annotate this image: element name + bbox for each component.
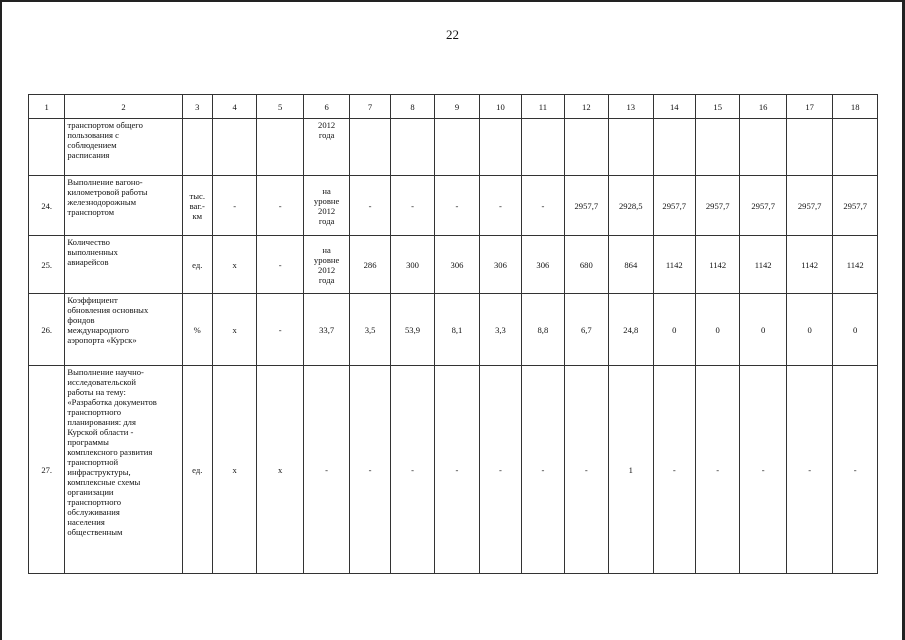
base-value-cell-line: года	[318, 215, 335, 226]
indicator-name-cell-line: расписания	[67, 150, 110, 160]
column-header-5: 5	[257, 95, 303, 119]
value-cell: 300	[390, 236, 434, 294]
unit-cell	[182, 236, 212, 294]
column-header-7: 7	[350, 95, 390, 119]
value-cell	[740, 119, 786, 176]
column-header-13: 13	[609, 95, 653, 119]
column-header-3: 3	[182, 95, 212, 119]
base-value-cell-line: -	[325, 464, 329, 475]
value-cell: -	[390, 366, 434, 574]
indicator-name-cell-line: транспортного	[67, 407, 122, 417]
indicator-name-cell-line: транспортной	[67, 457, 119, 467]
indicator-name-cell-line: соблюдением	[67, 140, 117, 150]
value-cell: -	[350, 176, 390, 236]
unit-cell	[182, 176, 212, 236]
base-value-cell	[303, 366, 349, 574]
value-cell: 2957,7	[833, 176, 878, 236]
value-cell: 1142	[653, 236, 695, 294]
unit-cell-line: тыс.	[189, 190, 206, 201]
column-header-15: 15	[695, 95, 739, 119]
row-number-cell: 26.	[29, 294, 65, 366]
value-cell: -	[479, 176, 521, 236]
value-cell: 0	[653, 294, 695, 366]
value-cell: 1142	[786, 236, 832, 294]
indicator-name-cell-line: планирования: для	[67, 417, 136, 427]
value-cell: 2928,5	[609, 176, 653, 236]
indicator-name-cell-line: аэропорта «Курск»	[67, 335, 137, 345]
value-cell: -	[522, 176, 564, 236]
value-cell: 3,3	[479, 294, 521, 366]
unit-cell-line: ед.	[192, 259, 203, 270]
column-header-2: 2	[65, 95, 182, 119]
value-cell: -	[479, 366, 521, 574]
page-border-left	[0, 0, 2, 640]
value-cell: -	[833, 366, 878, 574]
indicator-name-cell-line: Выполнение научно-	[67, 367, 144, 377]
value-cell: 2957,7	[786, 176, 832, 236]
indicator-name-cell-line: инфраструктуры,	[67, 467, 131, 477]
value-cell: 306	[522, 236, 564, 294]
value-cell: 1	[609, 366, 653, 574]
col5-cell: -	[257, 294, 303, 366]
value-cell	[833, 119, 878, 176]
column-header-16: 16	[740, 95, 786, 119]
base-value-cell-line: 2012	[318, 264, 336, 275]
base-value-cell-line: 2012	[318, 120, 336, 130]
col5-cell: -	[257, 176, 303, 236]
table-row	[29, 366, 878, 574]
indicators-table	[28, 94, 878, 574]
value-cell: 24,8	[609, 294, 653, 366]
indicator-name-cell-line: международного	[67, 325, 129, 335]
column-header-12: 12	[564, 95, 608, 119]
value-cell	[564, 119, 608, 176]
indicator-name-cell-line: километровой работы	[67, 187, 148, 197]
base-value-cell-line: на	[322, 244, 331, 255]
value-cell: -	[522, 366, 564, 574]
value-cell: 0	[786, 294, 832, 366]
indicator-name-cell-line: фондов	[67, 315, 95, 325]
table-body	[29, 95, 878, 574]
base-value-cell-line: 33,7	[319, 324, 335, 335]
value-cell: 3,5	[350, 294, 390, 366]
table-row-continuation	[29, 119, 878, 176]
indicator-name-cell-line: комплексного развития	[67, 447, 153, 457]
base-value-cell	[303, 176, 349, 236]
value-cell: 1142	[695, 236, 739, 294]
base-value-cell-line: года	[318, 274, 335, 285]
value-cell	[479, 119, 521, 176]
row-number-cell: 25.	[29, 236, 65, 294]
base-value-cell-line: уровне	[313, 195, 340, 206]
value-cell: 1142	[833, 236, 878, 294]
value-cell: 286	[350, 236, 390, 294]
col5-cell: х	[257, 366, 303, 574]
col5-cell: -	[257, 236, 303, 294]
value-cell: 0	[740, 294, 786, 366]
base-value-cell	[303, 294, 349, 366]
indicator-name-cell-line: организации	[67, 487, 114, 497]
value-cell: 8,1	[435, 294, 479, 366]
column-header-9: 9	[435, 95, 479, 119]
value-cell: 864	[609, 236, 653, 294]
indicator-name-cell-line: общественным	[67, 527, 123, 537]
value-cell: 306	[435, 236, 479, 294]
indicator-name-cell-line: обновления основных	[67, 305, 149, 315]
indicator-name-cell-line: транспортом общего	[67, 120, 143, 130]
indicator-name-cell	[65, 119, 182, 176]
indicator-name-cell-line: Выполнение вагоно-	[67, 177, 143, 187]
indicator-name-cell-line: транспортом	[67, 207, 115, 217]
table-row	[29, 176, 878, 236]
base-value-cell-line: уровне	[313, 254, 340, 265]
page-number: 22	[446, 27, 459, 42]
column-header-4: 4	[212, 95, 256, 119]
indicator-name-cell-line: выполненных	[67, 247, 118, 257]
value-cell	[390, 119, 434, 176]
indicator-name-cell-line: авиарейсов	[67, 257, 109, 267]
col4-cell	[212, 119, 256, 176]
value-cell: 2957,7	[695, 176, 739, 236]
value-cell	[695, 119, 739, 176]
unit-cell	[182, 366, 212, 574]
unit-cell	[182, 119, 212, 176]
value-cell: -	[740, 366, 786, 574]
column-header-18: 18	[833, 95, 878, 119]
value-cell: 6,7	[564, 294, 608, 366]
value-cell: -	[350, 366, 390, 574]
indicator-name-cell	[65, 294, 182, 366]
row-number-cell: 24.	[29, 176, 65, 236]
base-value-cell	[303, 119, 349, 176]
col4-cell: х	[212, 236, 256, 294]
table-row	[29, 236, 878, 294]
col4-cell: -	[212, 176, 256, 236]
indicator-name-cell-line: населения	[67, 517, 105, 527]
table-header-row	[29, 95, 878, 119]
column-header-6: 6	[303, 95, 349, 119]
value-cell	[522, 119, 564, 176]
column-header-14: 14	[653, 95, 695, 119]
value-cell: 1142	[740, 236, 786, 294]
column-header-8: 8	[390, 95, 434, 119]
unit-cell	[182, 294, 212, 366]
unit-cell-line: %	[193, 324, 201, 335]
col4-cell: х	[212, 366, 256, 574]
value-cell: 2957,7	[564, 176, 608, 236]
indicator-name-cell-line: Количество	[67, 237, 110, 247]
value-cell: -	[786, 366, 832, 574]
indicator-name-cell-line: работы на тему:	[67, 387, 126, 397]
value-cell: 53,9	[390, 294, 434, 366]
indicator-name-cell	[65, 236, 182, 294]
value-cell: -	[653, 366, 695, 574]
indicator-name-cell-line: комплексные схемы	[67, 477, 141, 487]
indicator-name-cell	[65, 176, 182, 236]
value-cell: 680	[564, 236, 608, 294]
value-cell	[435, 119, 479, 176]
value-cell: -	[695, 366, 739, 574]
page-border-top	[0, 0, 905, 2]
value-cell: 306	[479, 236, 521, 294]
value-cell: -	[564, 366, 608, 574]
value-cell	[609, 119, 653, 176]
column-header-1: 1	[29, 95, 65, 119]
indicator-name-cell-line: обслуживания	[67, 507, 120, 517]
row-number-cell: 27.	[29, 366, 65, 574]
indicator-name-cell	[65, 366, 182, 574]
table-row	[29, 294, 878, 366]
column-header-17: 17	[786, 95, 832, 119]
value-cell	[786, 119, 832, 176]
col4-cell: х	[212, 294, 256, 366]
indicator-name-cell-line: железнодорожным	[67, 197, 137, 207]
value-cell: 0	[833, 294, 878, 366]
indicator-name-cell-line: программы	[67, 437, 109, 447]
value-cell	[350, 119, 390, 176]
base-value-cell-line: года	[318, 130, 335, 140]
unit-cell-line: ваг.-	[189, 200, 205, 211]
indicator-name-cell-line: Курской области -	[67, 427, 134, 437]
unit-cell-line: км	[192, 210, 203, 221]
value-cell: 2957,7	[740, 176, 786, 236]
indicator-name-cell-line: транспортного	[67, 497, 122, 507]
value-cell: 2957,7	[653, 176, 695, 236]
column-header-10: 10	[479, 95, 521, 119]
row-number-cell	[29, 119, 65, 176]
value-cell: 0	[695, 294, 739, 366]
value-cell	[653, 119, 695, 176]
indicator-name-cell-line: «Разработка документов	[67, 397, 157, 407]
col5-cell	[257, 119, 303, 176]
base-value-cell-line: 2012	[318, 205, 336, 216]
unit-cell-line: ед.	[192, 464, 203, 475]
value-cell: -	[390, 176, 434, 236]
column-header-11: 11	[522, 95, 564, 119]
base-value-cell	[303, 236, 349, 294]
indicator-name-cell-line: Коэффициент	[67, 295, 118, 305]
value-cell: -	[435, 366, 479, 574]
base-value-cell-line: на	[322, 185, 331, 196]
indicator-name-cell-line: пользования с	[67, 130, 119, 140]
indicator-name-cell-line: исследовательской	[67, 377, 137, 387]
value-cell: 8,8	[522, 294, 564, 366]
value-cell: -	[435, 176, 479, 236]
